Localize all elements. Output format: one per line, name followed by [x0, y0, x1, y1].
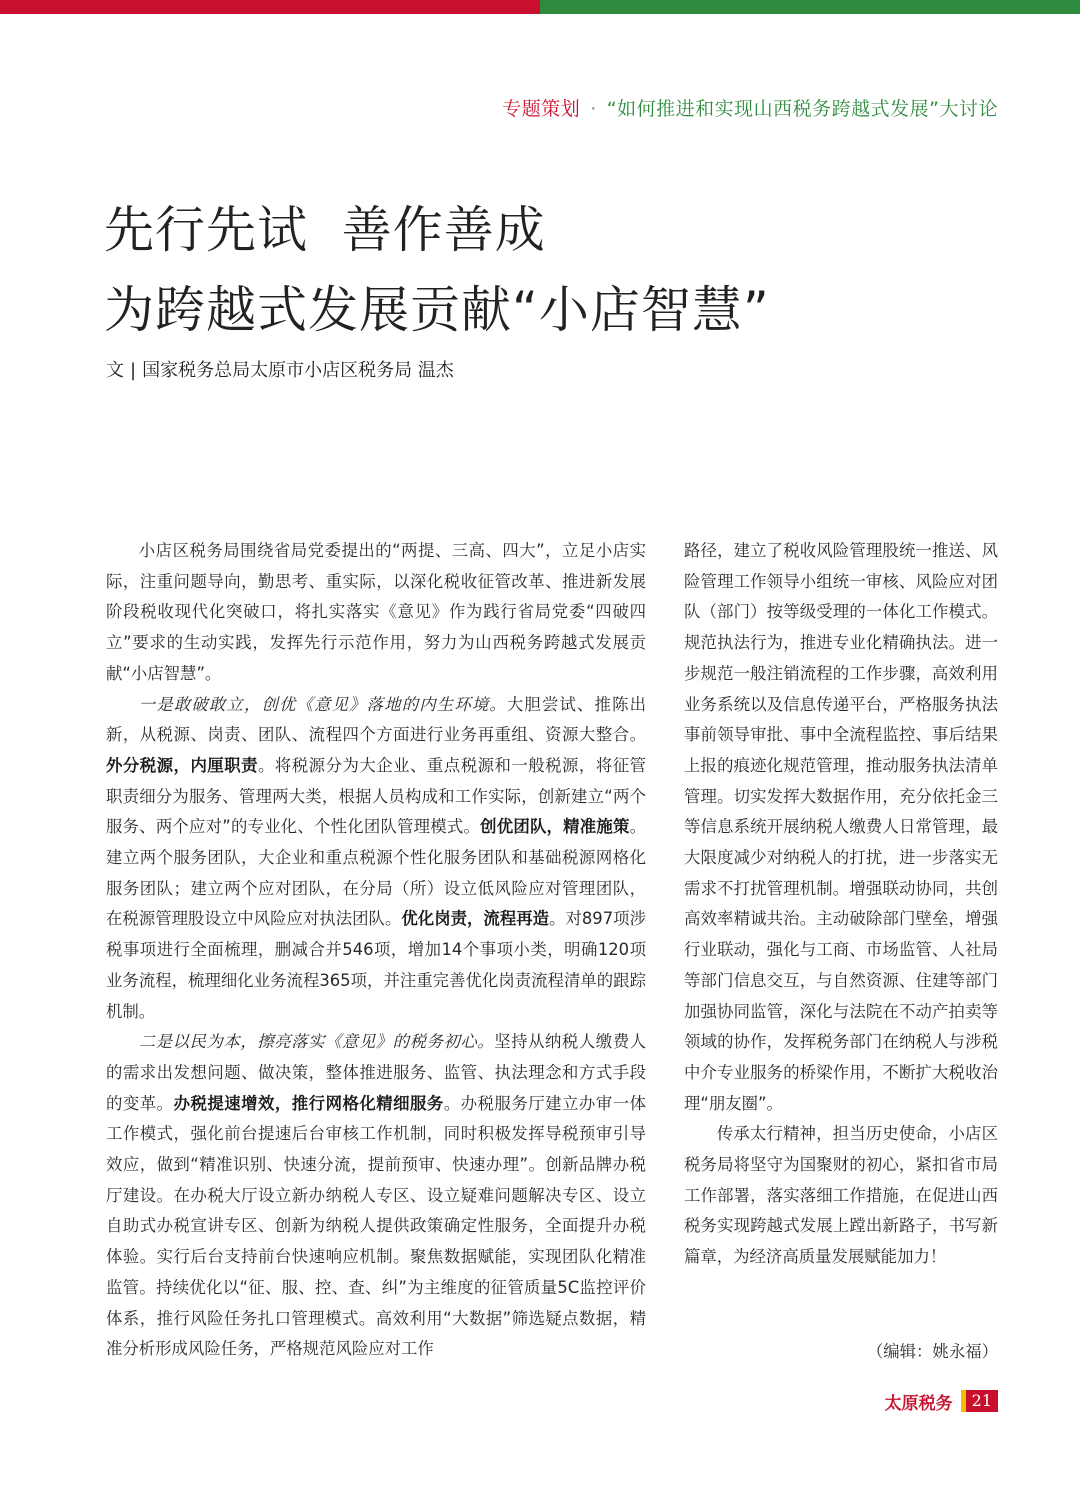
paragraph-point-2: [106, 1027, 646, 1365]
point-2-bold-a: 办税提速增效，推行网格化精细服务: [173, 1093, 444, 1113]
byline-prefix: 文: [106, 360, 124, 381]
page-footer: [885, 1389, 998, 1413]
title-line-1: 先行先试 善作善成: [104, 201, 546, 259]
editor-credit: （编辑：姚永福）: [866, 1342, 998, 1361]
article-column-left: [106, 536, 646, 1365]
byline-separator: |: [130, 360, 137, 381]
point-1-text-a: 大胆尝试、推陈出新，从税源、岗责、团队、流程四个方面进行业务再重组、资源大整合。: [106, 694, 646, 745]
point-2-lead: 二是以民为本，擦亮落实《意见》的税务初心。: [138, 1032, 495, 1052]
point-1-bold-c: 优化岗责，流程再造: [401, 909, 550, 929]
paragraph-conclusion: 传承太行精神，担当历史使命，小店区税务局将坚守为国聚财的初心，紧扣省市局工作部署，落实落细工作措施，在促进山西税务实现跨越式发展上蹚出新路子，书写新篇章，为经济高质量发展赋能加力！: [684, 1124, 998, 1267]
topic-label: “如何推进和实现山西税务跨越式发展”大讨论: [606, 98, 998, 120]
paragraph-point-2-continued: 路径，建立了税收风险管理股统一推送、风险管理工作领导小组统一审核、风险应对团队（部门）按等级受理的一体化工作模式。规范执法行为，推进专业化精确执法。进一步规范一般注销流程的工作步骤，高效利用业务系统以及信息传递平台，严格服务执法事前领导审批、事中全流程监控、事后结果上报的痕迹化规范管理，推动服务执法清单管理。切实发挥大数据作用，充分依托金三等信息系统开展纳税人缴费人日常管理，最大限度减少对纳税人的打扰，进一步落实无需求不打扰管理机制。增强联动协同，共创高效率精诚共治。主动破除部门壁垒，增强行业联动，强化与工商、市场监管、人社局等部门信息交互，与自然资源、住建等部门加强协同监管，深化与法院在不动产拍卖等领域的协作，发挥税务部门在纳税人与涉税中介专业服务的桥梁作用，不断扩大税收治理“朋友圈”。: [684, 541, 998, 1113]
publication-name: 太原税务: [884, 1393, 953, 1414]
point-1-bold-a: 外分税源，内厘职责: [106, 755, 259, 775]
paragraph-point-1: [106, 690, 646, 1028]
page-number: 21: [961, 1390, 998, 1412]
top-stripe-green: [540, 0, 1080, 14]
point-2-text-b: 。办税服务厅建立办审一体工作模式，强化前台提速后台审核工作机制，同时积极发挥导税预审引导效应，做到“精准识别、快速分流，提前预审、快速办理”。创新品牌办税厅建设。在办税大厅设立新办纳税人专区、设立疑难问题解决专区、设立自助式办税宣讲专区、创新为纳税人提供政策确定性服务，全面提升办税体验。实行后台支持前台快速响应机制。聚焦数据赋能，实现团队化精准监管。持续优化以“征、服、控、查、纠”为主维度的征管质量5C监控评价体系，推行风险任务扎口管理模式。高效利用“大数据”筛选疑点数据，精准分析形成风险任务，严格规范风险应对工作: [106, 1093, 646, 1359]
byline-author: 国家税务总局太原市小店区税务局 温杰: [142, 360, 454, 381]
paragraph-intro: 小店区税务局围绕省局党委提出的“两提、三高、四大”，立足小店实际，注重问题导向，勤思考、重实际，以深化税收征管改革、推进新发展阶段税收现代化突破口，将扎实落实《意见》作为践行省局党委“四破四立”要求的生动实践，发挥先行示范作用，努力为山西税务跨越式发展贡献“小店智慧”。: [106, 541, 646, 683]
point-1-text-d: 。对897项涉税事项进行全面梳理，删减合并546项，增加14个事项小类，明确120项业务流程，梳理细化业务流程365项，并注重完善优化岗责流程清单的跟踪机制。: [106, 909, 646, 1021]
point-1-text-b: 。将税源分为大企业、重点税源和一般税源，将征管职责细分为服务、管理两大类，根据人员构成和工作实际，创新建立“两个服务、两个应对”的专业化、个性化团队管理模式。: [106, 755, 646, 837]
point-2-text-a: 坚持从纳税人缴费人的需求出发想问题、做决策，整体推进服务、监管、执法理念和方式手段的变革。: [106, 1032, 647, 1113]
point-1-lead: 一是敢破敢立，创优《意见》落地的内生环境。: [138, 694, 507, 714]
title-line-2: 为跨越式发展贡献“小店智慧”: [104, 281, 770, 339]
point-1-bold-b: 创优团队，精准施策: [480, 817, 630, 837]
series-header: [502, 94, 998, 121]
header-separator: ·: [590, 98, 597, 120]
byline: [106, 356, 454, 382]
section-label: 专题策划: [502, 98, 581, 120]
article-title: [104, 190, 770, 350]
top-stripe-red: [0, 0, 540, 14]
article-column-right: [684, 536, 998, 1273]
point-1-text-c: 。建立两个服务团队，大企业和重点税源个性化服务团队和基础税源网格化服务团队；建立两个应对团队，在分局（所）设立低风险应对管理团队，在税源管理股设立中风险应对执法团队。: [106, 817, 646, 929]
